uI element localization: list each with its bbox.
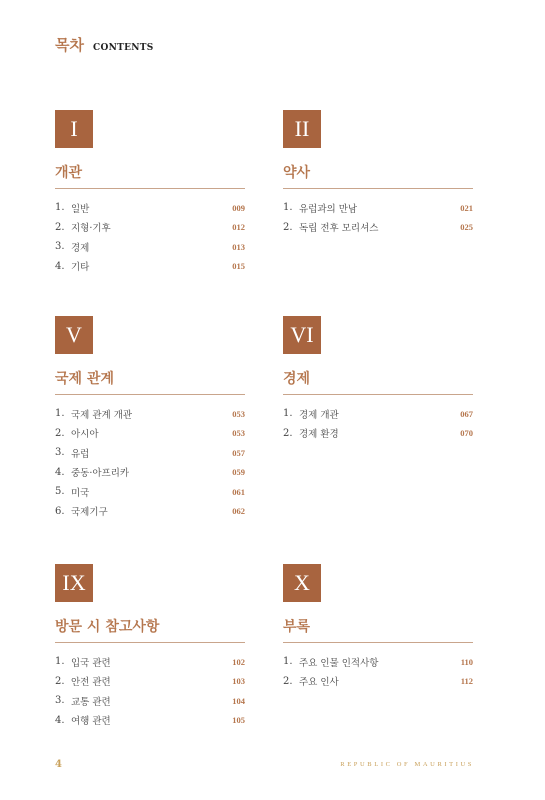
chapter-title: 방문 시 참고사항: [55, 616, 245, 643]
toc-entry[interactable]: [55, 257, 245, 277]
toc-entry-number: 3.: [55, 447, 65, 459]
toc-section: [55, 316, 245, 521]
toc-entry[interactable]: [55, 237, 245, 257]
toc-entry[interactable]: [55, 482, 245, 502]
toc-entry-label: 경제 환경: [299, 429, 339, 441]
chapter-title: 약사: [283, 162, 473, 189]
toc-entry-number: 1.: [283, 656, 293, 668]
toc-entry-page: 067: [460, 408, 473, 419]
toc-entry[interactable]: [55, 198, 245, 218]
toc-entry-label: 국제 관계 개관: [71, 409, 133, 421]
toc-entry-number: 2.: [55, 221, 65, 233]
chapter-title: 개관: [55, 162, 245, 189]
toc-section: [55, 110, 245, 276]
toc-entry-label: 교통 관련: [71, 696, 111, 708]
toc-entry-label: 중동·아프리카: [71, 468, 130, 480]
toc-entry-label: 일반: [71, 203, 90, 215]
toc-entry-label: 경제: [71, 242, 90, 254]
toc-entry-page: 112: [460, 676, 473, 687]
toc-entry-number: 2.: [283, 221, 293, 233]
toc-entry-number: 1.: [55, 408, 65, 420]
toc-entry-label: 아시아: [71, 429, 99, 441]
toc-entry-number: 2.: [283, 427, 293, 439]
chapter-numeral: X: [283, 564, 321, 602]
toc-entry[interactable]: [55, 652, 245, 672]
toc-section: [283, 564, 473, 691]
toc-entry[interactable]: [283, 652, 473, 672]
chapter-title: 국제 관계: [55, 368, 245, 395]
toc-entry[interactable]: [55, 502, 245, 522]
toc-entry[interactable]: [55, 404, 245, 424]
toc-entry-label: 독립 전후 모리셔스: [299, 223, 379, 235]
toc-entry-page: 015: [232, 261, 245, 272]
toc-entry-page: 104: [232, 695, 245, 706]
toc-entry-label: 미국: [71, 487, 90, 499]
toc-entry-number: 4.: [55, 714, 65, 726]
toc-entry-page: 059: [232, 467, 245, 478]
toc-title-korean: 목차: [55, 36, 84, 54]
toc-entry-label: 유럽과의 만남: [299, 203, 358, 215]
toc-title-english: CONTENTS: [92, 43, 154, 53]
toc-section: [283, 110, 473, 237]
toc-entry-page: 057: [232, 447, 245, 458]
toc-item-list: [55, 198, 245, 276]
toc-entry-label: 주요 인물 인적사항: [299, 657, 379, 669]
toc-entry[interactable]: [55, 424, 245, 444]
toc-entry-number: 3.: [55, 695, 65, 707]
toc-entry-number: 2.: [283, 675, 293, 687]
toc-item-list: [283, 198, 473, 237]
toc-entry-page: 053: [232, 428, 245, 439]
toc-entry-label: 기타: [71, 262, 90, 274]
toc-section: [283, 316, 473, 443]
toc-entry[interactable]: [55, 691, 245, 711]
toc-entry[interactable]: [283, 198, 473, 218]
footer-page-number: 4: [55, 759, 62, 770]
toc-entry-label: 여행 관련: [71, 716, 111, 728]
toc-entry[interactable]: [283, 672, 473, 692]
toc-entry[interactable]: [55, 711, 245, 731]
toc-entry-page: 012: [232, 222, 245, 233]
toc-item-list: [283, 652, 473, 691]
toc-entry[interactable]: [283, 218, 473, 238]
toc-entry-label: 국제기구: [71, 507, 108, 519]
chapter-numeral: IX: [55, 564, 93, 602]
toc-entry-page: 025: [460, 222, 473, 233]
toc-entry[interactable]: [283, 424, 473, 444]
toc-entry[interactable]: [55, 443, 245, 463]
toc-entry-number: 2.: [55, 427, 65, 439]
chapter-numeral: V: [55, 316, 93, 354]
toc-entry[interactable]: [55, 463, 245, 483]
toc-entry-label: 안전 관련: [71, 677, 111, 689]
toc-entry-number: 1.: [55, 656, 65, 668]
toc-entry-number: 5.: [55, 486, 65, 498]
toc-entry-page: 021: [460, 202, 473, 213]
toc-entry-page: 102: [232, 656, 245, 667]
toc-entry-number: 3.: [55, 241, 65, 253]
chapter-numeral: I: [55, 110, 93, 148]
toc-entry-page: 062: [232, 506, 245, 517]
toc-entry-number: 1.: [55, 202, 65, 214]
toc-entry-label: 입국 관련: [71, 657, 111, 669]
toc-entry-page: 013: [232, 241, 245, 252]
chapter-numeral: II: [283, 110, 321, 148]
toc-entry-page: 009: [232, 202, 245, 213]
toc-entry-page: 110: [460, 656, 473, 667]
toc-entry[interactable]: [283, 404, 473, 424]
toc-entry-page: 103: [232, 676, 245, 687]
toc-entry-number: 1.: [283, 408, 293, 420]
toc-entry-number: 4.: [55, 466, 65, 478]
footer-book-title: REPUBLIC OF MAURITIUS: [340, 761, 474, 768]
toc-entry-number: 6.: [55, 505, 65, 517]
toc-header: [55, 34, 154, 55]
toc-entry[interactable]: [55, 672, 245, 692]
toc-item-list: [55, 652, 245, 730]
toc-entry-label: 유럽: [71, 448, 90, 460]
toc-entry-page: 070: [460, 428, 473, 439]
toc-entry-label: 경제 개관: [299, 409, 339, 421]
toc-entry-number: 4.: [55, 260, 65, 272]
toc-entry-number: 1.: [283, 202, 293, 214]
toc-entry-page: 061: [232, 486, 245, 497]
toc-entry-page: 105: [232, 715, 245, 726]
chapter-title: 부록: [283, 616, 473, 643]
chapter-title: 경제: [283, 368, 473, 395]
toc-item-list: [55, 404, 245, 521]
toc-entry-label: 주요 인사: [299, 677, 339, 689]
toc-item-list: [283, 404, 473, 443]
toc-section: [55, 564, 245, 730]
chapter-numeral: VI: [283, 316, 321, 354]
toc-entry[interactable]: [55, 218, 245, 238]
toc-entry-number: 2.: [55, 675, 65, 687]
toc-entry-page: 053: [232, 408, 245, 419]
toc-entry-label: 지형·기후: [71, 223, 111, 235]
